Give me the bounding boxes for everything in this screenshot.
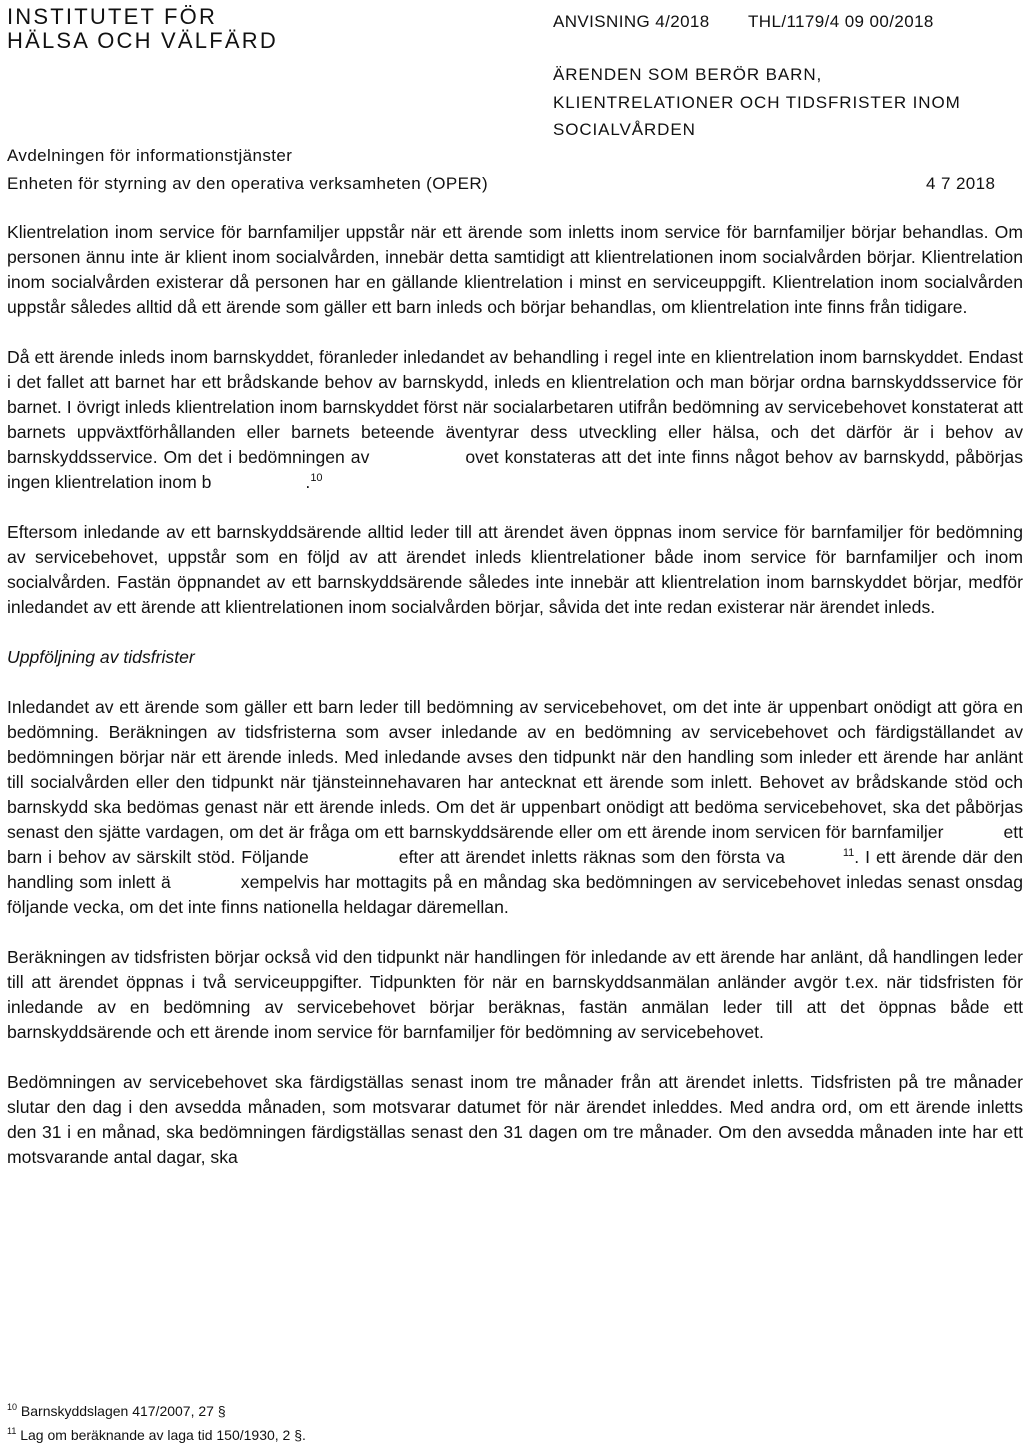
text-run: . (305, 472, 311, 492)
text-run: xempelvis har mottagits på en måndag ska bedömningen av servicebehovet inledas senast onsdag följande vecka, om det inte finns nationella heldagar däremellan. (7, 872, 1023, 917)
body-text (7, 220, 1023, 1170)
text-run: Då ett ärende inleds inom barnskyddet, föranleder inledandet av behandling i regel inte en klientrelation inom barnskyddet. Endast i det fallet att barnet har ett brådskande behov av barnskydd, inleds en klientrelation och man börjar ordna barnskyddsservice för barnet. I övrigt inleds klientrelation inom barnskyddet först när socialarbetaren utifrån bedömning av servicebehovet konstaterat att barnets uppväxtförhållanden eller barnets beteende äventyrar dess utveckling eller hälsa, och det därför är i behov av barnskyddsservice. Om det i bedömningen av (7, 347, 1023, 467)
unit-name: Enheten för styrning av den operativa verksamheten (OPER) (7, 174, 489, 193)
paragraph: Klientrelation inom service för barnfamiljer uppstår när ett ärende som inletts inom service för barnfamiljer börjar behandlas. Om personen ännu inte är klient inom socialvården, innebär detta samtidigt att klientrelationen inom socialvården börjar. Klientrelation inom socialvården existerar då personen har en gällande klientrelation i minst en serviceuppgift. Klientrelation inom socialvården uppstår således alltid då ett ärende som gäller ett barn inleds och börjar behandlas, om klientrelation inte finns från tidigare. (7, 222, 1023, 317)
subject-line-2: KLIENTRELATIONER OCH TIDSFRISTER INOM (553, 93, 961, 112)
subject-line-1: ÄRENDEN SOM BERÖR BARN, (553, 65, 823, 84)
organization-name-line2: HÄLSA OCH VÄLFÄRD (7, 28, 278, 53)
footnote-reference: 11 (842, 847, 855, 859)
footnote (7, 1402, 226, 1420)
document-number: THL/1179/4 09 00/2018 (748, 12, 934, 31)
subject-line-3: SOCIALVÅRDEN (553, 120, 696, 139)
footnote-number: 10 (7, 1402, 18, 1412)
footnote-reference: 10 (310, 472, 323, 484)
text-run: Inledandet av ett ärende som gäller ett barn leder till bedömning av servicebehovet, om det inte är uppenbart onödigt att göra en bedömning. Beräkningen av tidsfristerna som avser inledande av en bedömning av servicebehovet och färdigställandet av bedömningen börjar när ett ärende inleds. Med inledande avses den tidpunkt när den handling som inleder ett ärende har anlänt till socialvården eller den tidpunkt när tjänsteinnehavaren har antecknat ett ärende som inlett. Behovet av brådskande stöd och barnskydd ska bedömas genast när ett ärende inleds. Om det är uppenbart onödigt att bedöma servicebehovet, ska det påbörjas senast den sjätte vardagen, om det är fråga om ett barnskyddsärende eller om ett ärende inom servicen för barnfamiljer (7, 697, 1023, 842)
text-run: efter att ärendet inletts räknas som den första va (398, 847, 785, 867)
organization-name-line1: INSTITUTET FÖR (7, 4, 218, 29)
document-date: 4 7 2018 (926, 174, 996, 193)
department-name: Avdelningen för informationstjänster (7, 146, 293, 165)
footnote-text: Lag om beräknande av laga tid 150/1930, 2 §. (20, 1427, 306, 1443)
document-type: ANVISNING 4/2018 (553, 12, 710, 31)
footnote-number: 11 (7, 1426, 17, 1436)
text-run: ett barn i behov av särskilt stöd. Följande (7, 822, 1023, 867)
paragraph (7, 345, 1023, 495)
paragraph: Beräkningen av tidsfristen börjar också vid den tidpunkt när handlingen för inledande av ett ärende har anlänt, då handlingen leder till att ärendet öppnas i två serviceuppgifter. Tidpunkten för när en barnskyddsanmälan anländer avgör t.ex. när tidsfristen för inledande av en bedömning av servicebehovet börjar beräknas, fastän anmälan leder till att det öppnas både ett barnskyddsärende och ett ärende inom service för barnfamiljer för bedömning av servicebehovet. (7, 947, 1023, 1042)
footnote (7, 1426, 306, 1444)
footnote-text: Barnskyddslagen 417/2007, 27 § (20, 1403, 226, 1419)
paragraph (7, 695, 1023, 920)
paragraph: Bedömningen av servicebehovet ska färdigställas senast inom tre månader från att ärendet inletts. Tidsfristen på tre månader slutar den dag i den avsedda månaden, som motsvarar datumet för när ärendet inleddes. Med andra ord, om ett ärende inletts den 31 i en månad, ska bedömningen färdigställas senast den 31 dagen om tre månader. Om den avsedda månaden inte har ett motsvarande antal dagar, ska (7, 1072, 1023, 1167)
paragraph: Eftersom inledande av ett barnskyddsärende alltid leder till att ärendet även öppnas inom service för barnfamiljer för bedömning av servicebehovet, uppstår som en följd av att ärendet inleds klientrelationer både inom service för barnfamiljer och inom socialvården. Fastän öppnandet av ett barnskyddsärende således inte innebär att klientrelation inom barnskyddet börjar, medför inledandet av ett ärende att klientrelationen inom socialvården börjar, såvida det inte redan existerar när ärendet inleds. (7, 522, 1023, 617)
text-run: ovet konstateras att det inte finns något behov av barnskydd, påbörjas ingen klientrelation inom b (7, 447, 1023, 492)
section-heading: Uppföljning av tidsfrister (7, 647, 195, 667)
text-run: . I ett ärende där den handling som inlett ä (7, 847, 1024, 892)
